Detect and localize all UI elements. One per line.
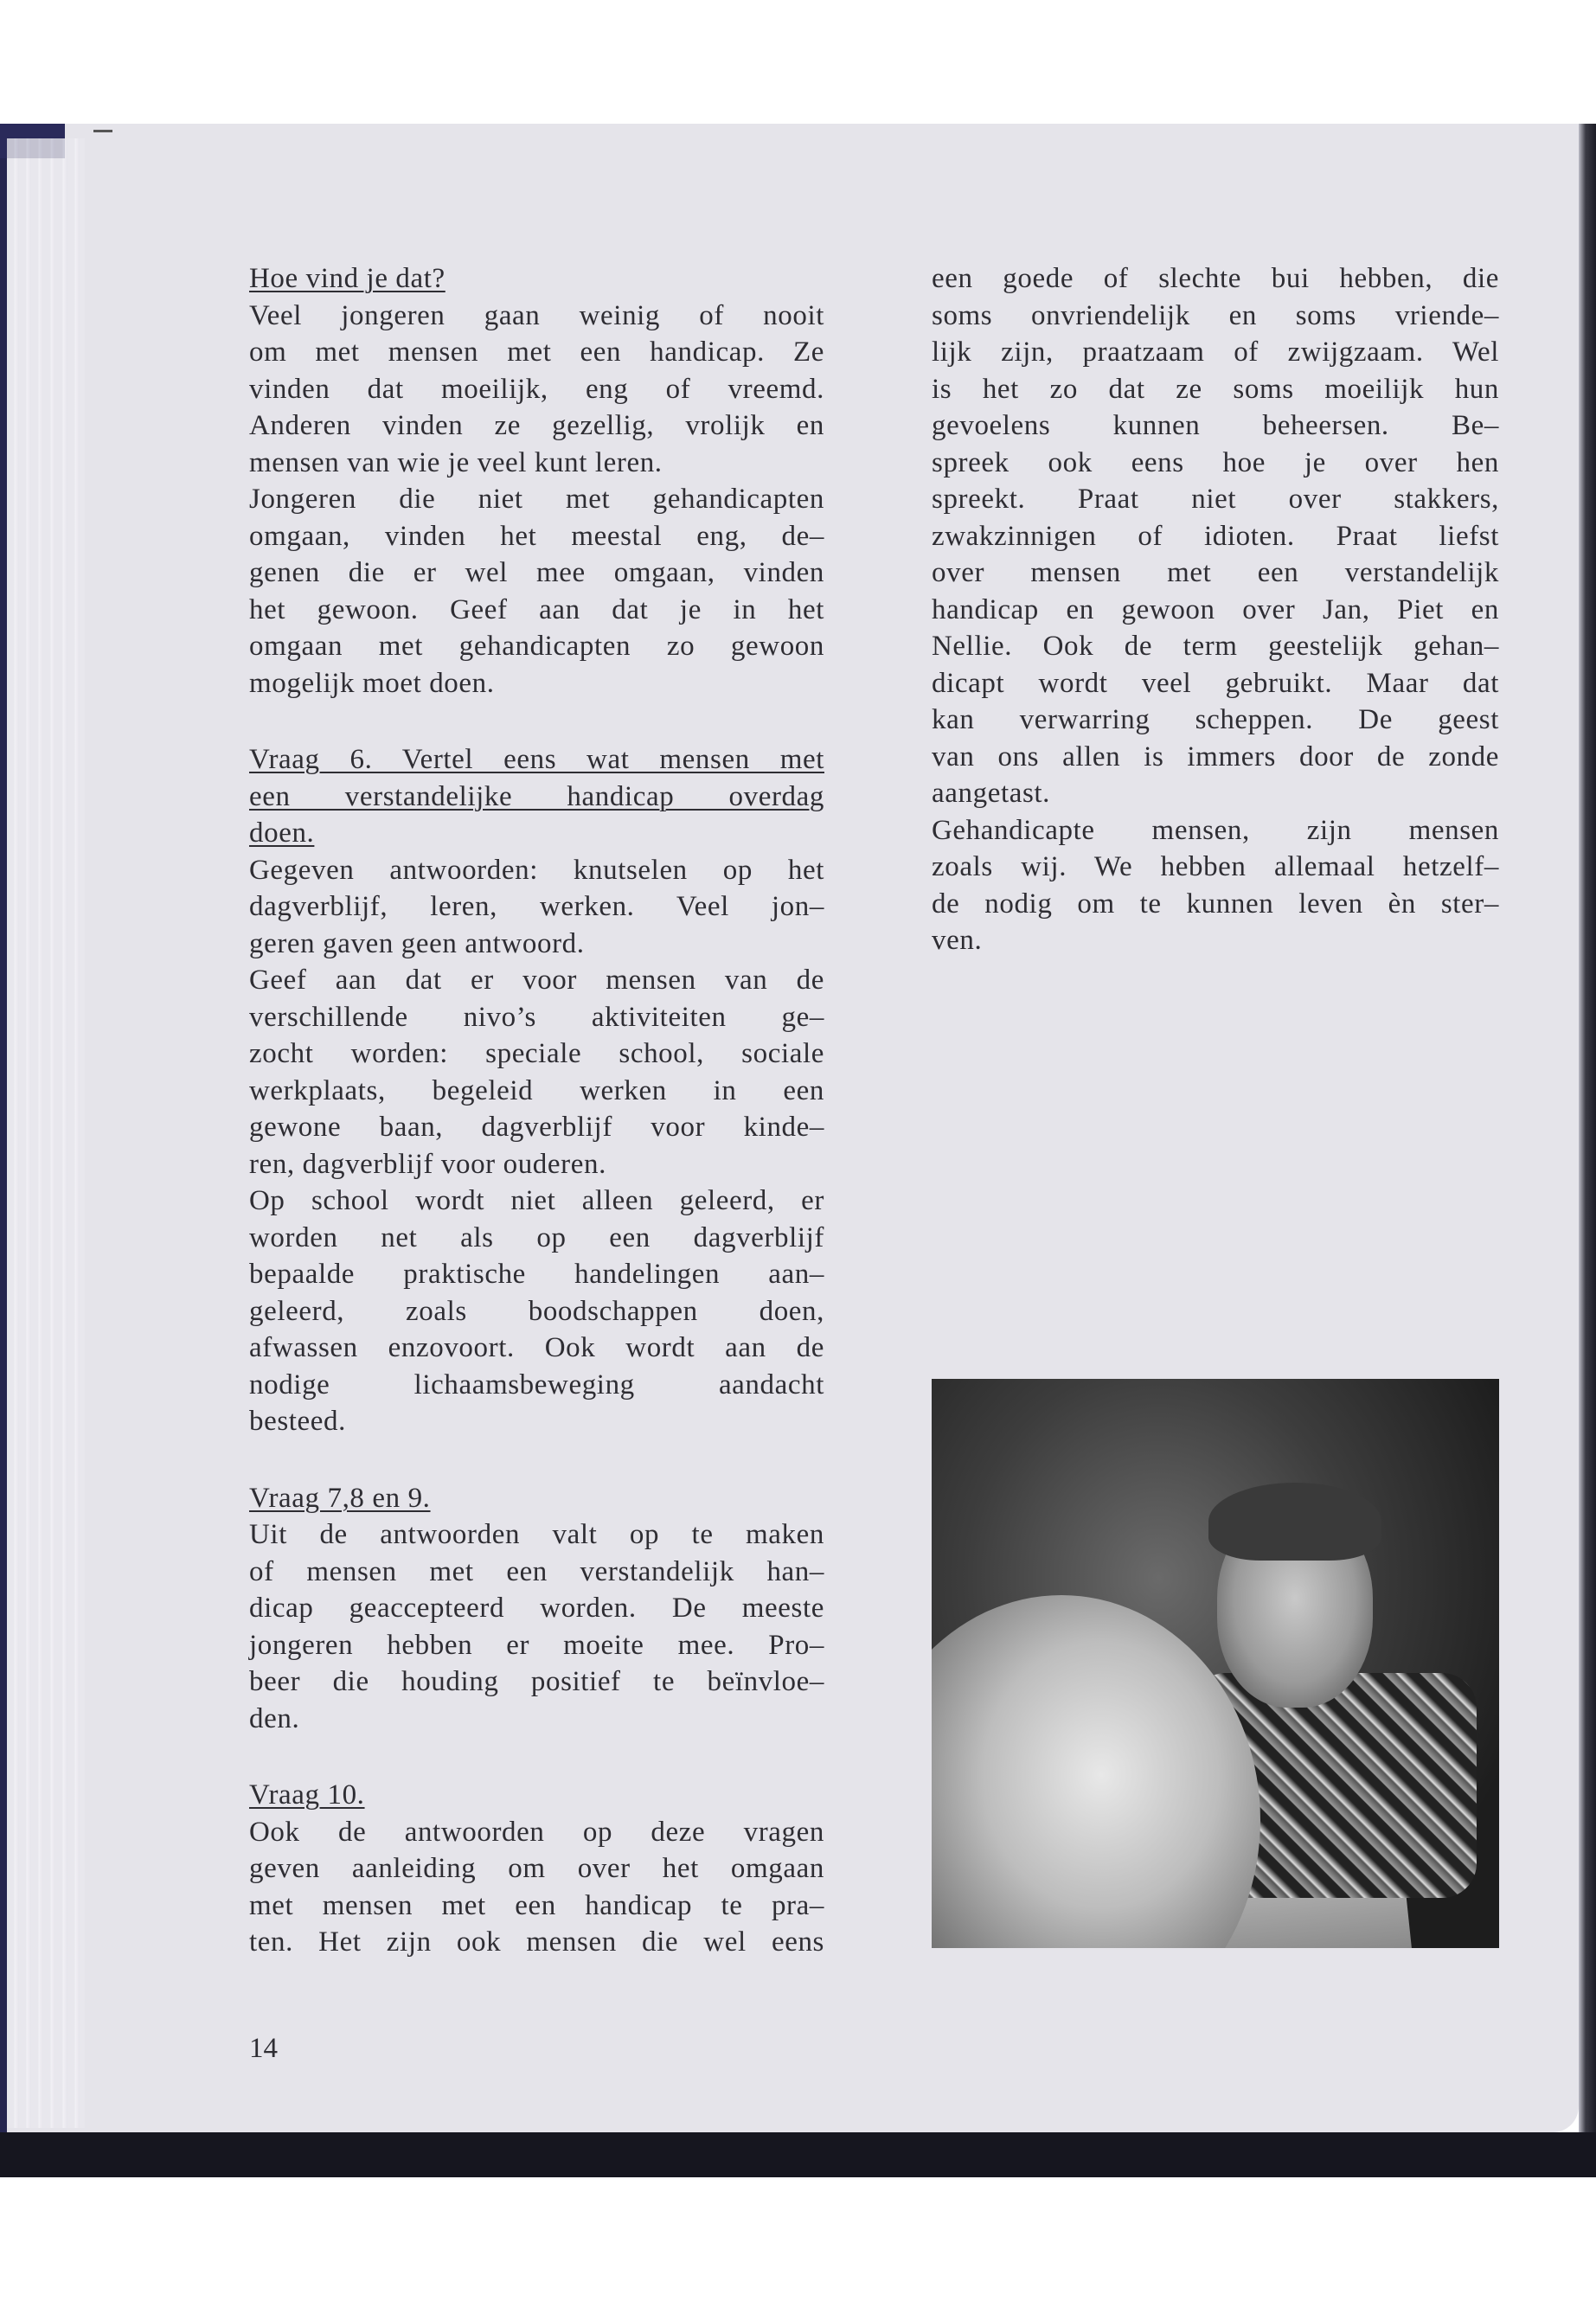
text-line: Anderen vinden ze gezellig, vrolijk en <box>249 410 824 441</box>
text-line: Veel jongeren gaan weinig of nooit <box>249 299 824 331</box>
paragraph-gap <box>249 702 824 741</box>
text-line: Op school wordt niet alleen geleerd, er <box>249 1185 824 1216</box>
text-line: kan verwarring scheppen. De geest <box>932 704 1499 735</box>
text-line: Jongeren die niet met gehandicapten <box>249 484 824 515</box>
section-heading <box>249 741 824 852</box>
section-heading <box>249 1480 824 1517</box>
text-line: besteed. <box>249 1406 347 1437</box>
text-line: dagverblijf, leren, werken. Veel jon– <box>249 891 824 922</box>
text-line: bepaalde praktische handelingen aan– <box>249 1259 824 1290</box>
text-line: omgaan met gehandicapten zo gewoon <box>249 631 824 662</box>
text-line: met mensen met een handicap te pra– <box>249 1889 824 1921</box>
text-line: of mensen met een verstandelijk han– <box>249 1555 824 1587</box>
text-line: dicapt wordt veel gebruikt. Maar dat <box>932 667 1499 699</box>
text-line: geren gaven geen antwoord. <box>249 927 585 959</box>
photo-boy-hair <box>1208 1483 1381 1561</box>
paragraph <box>249 1814 824 1961</box>
text-line: over mensen met een verstandelijk <box>932 557 1499 588</box>
photo-child-with-down-syndrome <box>932 1379 1499 1948</box>
paragraph <box>249 298 824 482</box>
paragraph-gap <box>249 1737 824 1777</box>
text-line: Nellie. Ook de term geestelijk gehan– <box>932 631 1499 662</box>
text-line: zoals wij. We hebben allemaal hetzelf– <box>932 851 1499 882</box>
paragraph <box>249 1183 824 1440</box>
text-line: Gegeven antwoorden: knutselen op het <box>249 854 824 886</box>
text-line: een goede of slechte bui hebben, die <box>932 263 1499 294</box>
paragraph <box>249 481 824 702</box>
text-line: soms onvriendelijk en soms vriende– <box>932 299 1499 331</box>
text-line: gewone baan, dagverblijf voor kinde– <box>249 1112 824 1143</box>
paragraph <box>249 852 824 963</box>
text-line: lijk zijn, praatzaam of zwijgzaam. Wel <box>932 336 1499 368</box>
text-line: spreekt. Praat niet over stakkers, <box>932 484 1499 515</box>
text-line: Geef aan dat er voor mensen van de <box>249 965 824 996</box>
left-text-column <box>249 260 824 1961</box>
text-line: van ons allen is immers door de zonde <box>932 740 1499 772</box>
paragraph <box>932 812 1499 959</box>
text-line: zocht worden: speciale school, sociale <box>249 1038 824 1069</box>
section-heading <box>249 1777 824 1814</box>
text-line: dicap geaccepteerd worden. De meeste <box>249 1593 824 1624</box>
text-line: geleerd, zoals boodschappen doen, <box>249 1295 824 1327</box>
page-number: 14 <box>249 2033 278 2064</box>
text-line: een verstandelijke handicap overdag <box>249 780 824 812</box>
text-line: ven. <box>932 925 983 956</box>
text-line: nodige lichaamsbeweging aandacht <box>249 1368 824 1400</box>
text-line: Vraag 10. <box>249 1779 365 1811</box>
text-line: beer die houding positief te beïnvloe– <box>249 1666 824 1697</box>
book-cover-edge <box>0 124 7 2174</box>
text-line: Vraag 7,8 en 9. <box>249 1482 431 1514</box>
text-line: spreek ook eens hoe je over hen <box>932 446 1499 478</box>
text-line: vinden dat moeilijk, eng of vreemd. <box>249 373 824 405</box>
text-line: handicap en gewoon over Jan, Piet en <box>932 593 1499 625</box>
text-line: Vraag 6. Vertel eens wat mensen met <box>249 744 824 775</box>
text-line: afwassen enzovoort. Ook wordt aan de <box>249 1332 824 1363</box>
page-stack-edges <box>7 138 85 2128</box>
text-line: doen. <box>249 817 315 849</box>
paragraph-gap <box>249 1440 824 1480</box>
page-mark <box>93 130 112 132</box>
book-cover-bottom <box>0 2132 1596 2177</box>
text-line: Gehandicapte mensen, zijn mensen <box>932 814 1499 846</box>
text-line: den. <box>249 1702 300 1734</box>
book-spine-shadow <box>1579 124 1596 2177</box>
text-line: het gewoon. Geef aan dat je in het <box>249 593 824 625</box>
paragraph <box>249 1516 824 1737</box>
paragraph <box>932 260 1499 812</box>
text-line: omgaan, vinden het meestal eng, de– <box>249 520 824 552</box>
text-line: ten. Het zijn ook mensen die wel eens <box>249 1926 824 1958</box>
text-line: om met mensen met een handicap. Ze <box>249 336 824 368</box>
text-line: zwakzinnigen of idioten. Praat liefst <box>932 520 1499 552</box>
text-line: Uit de antwoorden valt op te maken <box>249 1519 824 1550</box>
text-line: de nodig om te kunnen leven èn ster– <box>932 888 1499 920</box>
text-line: mogelijk moet doen. <box>249 667 495 699</box>
text-line: verschillende nivo’s aktiviteiten ge– <box>249 1001 824 1033</box>
text-line: geven aanleiding om over het omgaan <box>249 1853 824 1884</box>
section-heading <box>249 260 824 298</box>
text-line: werkplaats, begeleid werken in een <box>249 1074 824 1106</box>
text-line: Hoe vind je dat? <box>249 263 445 294</box>
text-line: gevoelens kunnen beheersen. Be– <box>932 410 1499 441</box>
right-text-column <box>932 260 1499 959</box>
text-line: Ook de antwoorden op deze vragen <box>249 1816 824 1848</box>
text-line: jongeren hebben er moeite mee. Pro– <box>249 1629 824 1661</box>
text-line: is het zo dat ze soms moeilijk hun <box>932 373 1499 405</box>
photo-girl-blonde-hair <box>932 1595 1260 1948</box>
text-line: worden net als op een dagverblijf <box>249 1221 824 1253</box>
text-line: genen die er wel mee omgaan, vinden <box>249 557 824 588</box>
paragraph <box>249 962 824 1183</box>
text-line: ren, dagverblijf voor ouderen. <box>249 1148 606 1180</box>
text-line: mensen van wie je veel kunt leren. <box>249 446 663 478</box>
text-line: aangetast. <box>932 778 1051 809</box>
